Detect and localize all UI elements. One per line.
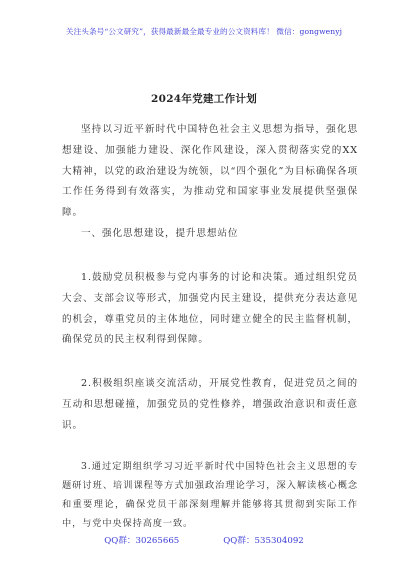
intro-paragraph: 坚持以习近平新时代中国特色社会主义思想为指导，强化思想建设、加强能力建设、深化作风建设，深入贯彻落实党的XX大精神，以党的政治建设为统领，以“四个强化”为目标确保各项工作任务得到有效落实，为推动党和国家事业发展提供坚强保障。 xyxy=(62,124,358,219)
footer-qq-group-1: QQ群：30265665 xyxy=(104,536,180,546)
footer-qq-groups xyxy=(0,534,408,546)
list-item-3: 3.通过定期组织学习习近平新时代中国特色社会主义思想的专题研讨班、培训课程等方式加强政治理论学习，深入解读核心概念和重要理论，确保党员干部深刻理解并能够将其贯彻到实际工作中，与党中央保持高度一致。 xyxy=(62,461,358,529)
list-item-2: 2.积极组织座谈交流活动，开展党性教育，促进党员之间的互动和思想碰撞，加强党员的党性修养，增强政治意识和责任意识。 xyxy=(62,378,358,431)
promo-header-banner: 关注头条号“公文研究”，获得最新最全最专业的公文资料库！ 微信：gongwenyj xyxy=(65,27,343,36)
section-heading: 一、强化思想建设，提升思想站位 xyxy=(81,228,239,239)
footer-qq-group-2: QQ群：535304092 xyxy=(223,536,304,546)
list-item-1: 1.鼓励党员积极参与党内事务的讨论和决策。通过组织党员大会、支部会议等形式，加强党内民主建设，提供充分表达意见的机会，尊重党员的主体地位，同时建立健全的民主监督机制，确保党员的民主权利得到保障。 xyxy=(62,272,358,346)
document-title: 2024年党建工作计划 xyxy=(150,93,258,105)
